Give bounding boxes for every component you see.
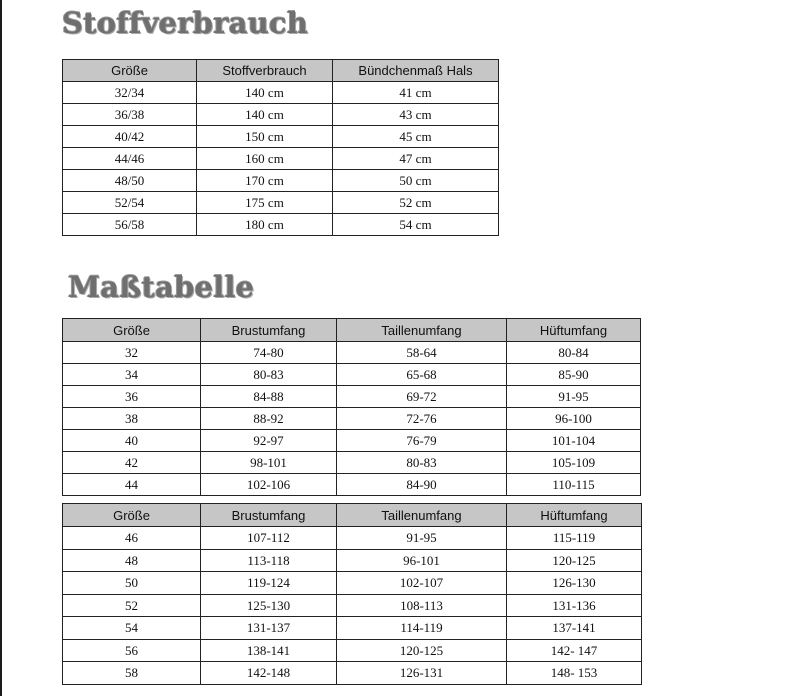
table-cell: 50: [63, 572, 201, 595]
table-cell: 44/46: [63, 148, 197, 170]
table-row: [63, 104, 499, 126]
table-cell: 102-106: [201, 474, 337, 496]
table-cell: 80-83: [201, 364, 337, 386]
table-row: [63, 148, 499, 170]
table-cell: 140 cm: [197, 82, 333, 104]
table-cell: 40: [63, 430, 201, 452]
table-cell: 40/42: [63, 126, 197, 148]
table-cell: 80-84: [507, 342, 641, 364]
table-row: [63, 364, 641, 386]
table-row: [63, 408, 641, 430]
table-row: [63, 192, 499, 214]
table-header-row: [63, 319, 641, 342]
table-row: [63, 639, 642, 662]
column-header: Brustumfang: [201, 319, 337, 342]
table-cell: 48/50: [63, 170, 197, 192]
table-cell: 150 cm: [197, 126, 333, 148]
table-cell: 50 cm: [333, 170, 499, 192]
table-cell: 54 cm: [333, 214, 499, 236]
stoffverbrauch-heading: Stoffverbrauch: [62, 6, 309, 40]
table-cell: 142-148: [201, 662, 337, 685]
column-header: Taillenumfang: [337, 319, 507, 342]
table-row: [63, 662, 642, 685]
column-header: Größe: [63, 504, 201, 527]
table-cell: 36: [63, 386, 201, 408]
table-cell: 43 cm: [333, 104, 499, 126]
table-cell: 54: [63, 617, 201, 640]
table-cell: 48: [63, 549, 201, 572]
table-cell: 126-130: [507, 572, 642, 595]
table-cell: 101-104: [507, 430, 641, 452]
table-cell: 45 cm: [333, 126, 499, 148]
table-cell: 44: [63, 474, 201, 496]
table-cell: 131-137: [201, 617, 337, 640]
table-cell: 126-131: [337, 662, 507, 685]
table-row: [63, 126, 499, 148]
table-row: [63, 452, 641, 474]
column-header: Stoffverbrauch: [197, 60, 333, 82]
table-cell: 46: [63, 527, 201, 550]
table-cell: 131-136: [507, 594, 642, 617]
table-cell: 65-68: [337, 364, 507, 386]
table-cell: 76-79: [337, 430, 507, 452]
table-row: [63, 549, 642, 572]
fabric-consumption-table: [62, 59, 499, 236]
table-cell: 72-76: [337, 408, 507, 430]
table-cell: 80-83: [337, 452, 507, 474]
table-cell: 52/54: [63, 192, 197, 214]
table-cell: 180 cm: [197, 214, 333, 236]
table-row: [63, 430, 641, 452]
table-cell: 113-118: [201, 549, 337, 572]
table-cell: 91-95: [507, 386, 641, 408]
table-row: [63, 214, 499, 236]
table-cell: 108-113: [337, 594, 507, 617]
table-cell: 85-90: [507, 364, 641, 386]
table-cell: 84-88: [201, 386, 337, 408]
column-header: Bündchenmaß Hals: [333, 60, 499, 82]
masstabelle-heading: Maßtabelle: [68, 270, 255, 304]
table-cell: 92-97: [201, 430, 337, 452]
table-row: [63, 617, 642, 640]
table-cell: 56/58: [63, 214, 197, 236]
page-left-border: [0, 0, 2, 696]
table-cell: 105-109: [507, 452, 641, 474]
table-header-row: [63, 504, 642, 527]
table-cell: 102-107: [337, 572, 507, 595]
table-cell: 41 cm: [333, 82, 499, 104]
table-cell: 138-141: [201, 639, 337, 662]
table-cell: 32: [63, 342, 201, 364]
table-cell: 125-130: [201, 594, 337, 617]
table-row: [63, 342, 641, 364]
table-cell: 36/38: [63, 104, 197, 126]
size-chart-table-1: [62, 318, 641, 496]
column-header: Brustumfang: [201, 504, 337, 527]
table-cell: 170 cm: [197, 170, 333, 192]
table-row: [63, 594, 642, 617]
table-cell: 137-141: [507, 617, 642, 640]
column-header: Taillenumfang: [337, 504, 507, 527]
table-cell: 32/34: [63, 82, 197, 104]
table-cell: 84-90: [337, 474, 507, 496]
column-header: Hüftumfang: [507, 504, 642, 527]
table-cell: 96-100: [507, 408, 641, 430]
table-cell: 160 cm: [197, 148, 333, 170]
table-cell: 98-101: [201, 452, 337, 474]
table-cell: 119-124: [201, 572, 337, 595]
table-cell: 110-115: [507, 474, 641, 496]
table-header-row: [63, 60, 499, 82]
column-header: Hüftumfang: [507, 319, 641, 342]
table-row: [63, 474, 641, 496]
table-cell: 47 cm: [333, 148, 499, 170]
size-chart-table-2: [62, 503, 642, 685]
table-cell: 96-101: [337, 549, 507, 572]
column-header: Größe: [63, 319, 201, 342]
table-cell: 74-80: [201, 342, 337, 364]
table-cell: 107-112: [201, 527, 337, 550]
table-cell: 88-92: [201, 408, 337, 430]
table-cell: 140 cm: [197, 104, 333, 126]
table-cell: 69-72: [337, 386, 507, 408]
table-cell: 58-64: [337, 342, 507, 364]
column-header: Größe: [63, 60, 197, 82]
table-row: [63, 82, 499, 104]
table-cell: 175 cm: [197, 192, 333, 214]
table-row: [63, 527, 642, 550]
table-cell: 42: [63, 452, 201, 474]
table-cell: 56: [63, 639, 201, 662]
table-cell: 142- 147: [507, 639, 642, 662]
table-cell: 114-119: [337, 617, 507, 640]
table-cell: 120-125: [337, 639, 507, 662]
table-cell: 38: [63, 408, 201, 430]
table-cell: 58: [63, 662, 201, 685]
table-cell: 115-119: [507, 527, 642, 550]
table-cell: 120-125: [507, 549, 642, 572]
table-cell: 91-95: [337, 527, 507, 550]
table-cell: 148- 153: [507, 662, 642, 685]
table-cell: 52: [63, 594, 201, 617]
table-cell: 34: [63, 364, 201, 386]
table-cell: 52 cm: [333, 192, 499, 214]
table-row: [63, 386, 641, 408]
table-row: [63, 170, 499, 192]
table-row: [63, 572, 642, 595]
